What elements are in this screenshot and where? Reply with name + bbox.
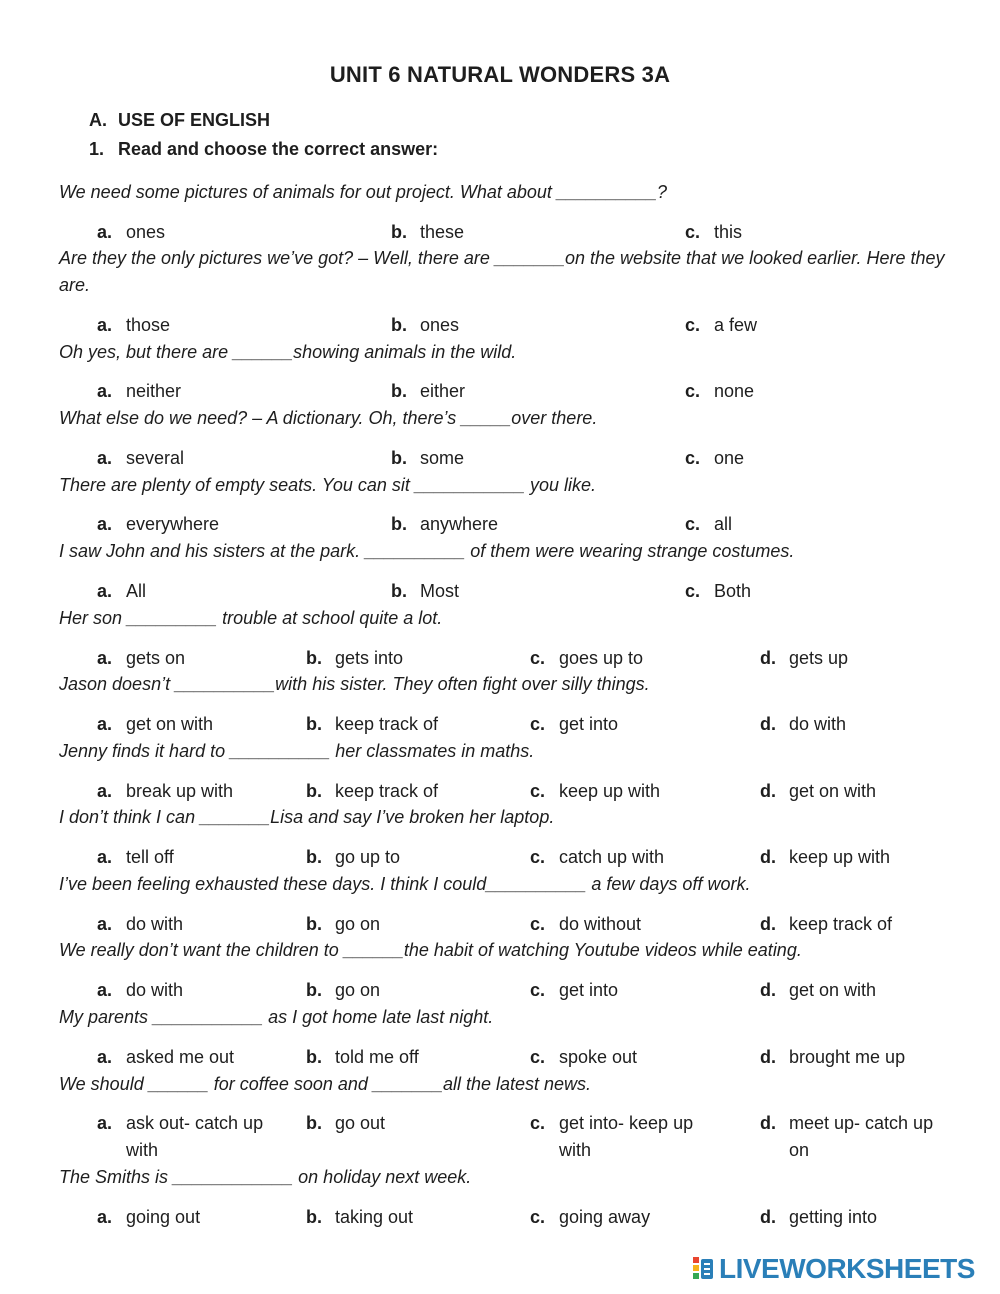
answer-option[interactable] — [530, 1044, 750, 1071]
option-text: keep up with — [789, 847, 891, 867]
option-letter: b. — [306, 1113, 322, 1133]
option-letter: a. — [97, 1113, 113, 1133]
answer-option[interactable] — [97, 977, 297, 1004]
option-letter: a. — [97, 381, 113, 401]
option-letter: b. — [306, 847, 322, 867]
option-text: none — [714, 381, 755, 401]
answer-option[interactable] — [530, 844, 750, 871]
option-text: keep track of — [335, 781, 439, 801]
option-letter: d. — [760, 714, 776, 734]
option-letter: a. — [97, 914, 113, 934]
option-text: go out — [335, 1113, 386, 1133]
option-text: one — [714, 448, 745, 468]
answer-option[interactable] — [685, 578, 751, 605]
option-text: keep up with — [559, 781, 661, 801]
answer-option[interactable] — [97, 778, 297, 805]
option-text: going out — [126, 1207, 201, 1227]
answer-option[interactable] — [685, 378, 754, 405]
option-letter: a. — [97, 781, 113, 801]
option-text: those — [126, 315, 171, 335]
answer-option[interactable] — [97, 511, 219, 538]
option-letter: b. — [306, 714, 322, 734]
option-text: do with — [789, 714, 847, 734]
answer-option[interactable] — [391, 219, 464, 246]
option-letter: d. — [760, 1113, 776, 1133]
question-text: We really don’t want the children to ______the habit of watching Youtube videos while eating. — [59, 940, 802, 960]
answer-option[interactable] — [97, 1110, 272, 1164]
option-letter: b. — [391, 222, 407, 242]
option-text: get on with — [126, 714, 214, 734]
option-letter: c. — [685, 381, 701, 401]
question-text: I saw John and his sisters at the park. __________ of them were wearing strange costumes. — [59, 541, 795, 561]
section-heading — [89, 110, 270, 131]
option-text: get into — [559, 980, 619, 1000]
option-text: go up to — [335, 847, 401, 867]
option-text: spoke out — [559, 1047, 638, 1067]
option-text: getting into — [789, 1207, 878, 1227]
option-letter: d. — [760, 980, 776, 1000]
question-text: There are plenty of empty seats. You can sit ___________ you like. — [59, 475, 597, 495]
question-text: The Smiths is ____________ on holiday next week. — [59, 1167, 472, 1187]
option-text: several — [126, 448, 185, 468]
option-letter: a. — [97, 514, 113, 534]
task-marker: 1. — [89, 139, 105, 159]
answer-option[interactable] — [685, 312, 757, 339]
option-letter: b. — [391, 315, 407, 335]
option-letter: c. — [685, 315, 701, 335]
option-text: gets on — [126, 648, 186, 668]
answer-option[interactable] — [530, 1204, 750, 1231]
answer-option[interactable] — [306, 1110, 521, 1137]
section-label: USE OF ENGLISH — [118, 110, 271, 130]
question-text: Jason doesn’t __________with his sister. They often fight over silly things. — [59, 674, 650, 694]
option-text: some — [420, 448, 465, 468]
option-text: all — [714, 514, 733, 534]
answer-option[interactable] — [97, 219, 165, 246]
answer-option[interactable] — [760, 1110, 940, 1164]
option-text: All — [126, 581, 147, 601]
answer-option[interactable] — [97, 1044, 297, 1071]
option-text: get into- keep up with — [559, 1113, 694, 1160]
option-text: get on with — [789, 781, 877, 801]
answer-option[interactable] — [97, 378, 181, 405]
answer-option[interactable] — [306, 778, 521, 805]
option-text: keep track of — [335, 714, 439, 734]
option-text: get on with — [789, 980, 877, 1000]
answer-option[interactable] — [760, 645, 960, 672]
question-text: Oh yes, but there are ______showing animals in the wild. — [59, 342, 517, 362]
option-text: break up with — [126, 781, 234, 801]
question-text: I don’t think I can _______Lisa and say I’ve broken her laptop. — [59, 807, 555, 827]
question-text: We should ______ for coffee soon and _______all the latest news. — [59, 1074, 592, 1094]
option-letter: a. — [97, 1047, 113, 1067]
option-letter: c. — [530, 714, 546, 734]
option-letter: c. — [530, 781, 546, 801]
option-letter: b. — [306, 1047, 322, 1067]
liveworksheets-logo[interactable] — [693, 1252, 975, 1286]
option-text: told me off — [335, 1047, 419, 1067]
answer-option[interactable] — [97, 312, 170, 339]
option-text: asked me out — [126, 1047, 235, 1067]
option-text: ones — [126, 222, 166, 242]
option-letter: b. — [306, 648, 322, 668]
option-letter: c. — [685, 581, 701, 601]
answer-option[interactable] — [306, 645, 521, 672]
option-text: catch up with — [559, 847, 665, 867]
option-letter: b. — [391, 381, 407, 401]
answer-option[interactable] — [760, 844, 960, 871]
option-letter: a. — [97, 581, 113, 601]
option-text: taking out — [335, 1207, 414, 1227]
option-letter: b. — [306, 914, 322, 934]
answer-option[interactable] — [306, 711, 521, 738]
option-letter: c. — [685, 514, 701, 534]
option-letter: a. — [97, 1207, 113, 1227]
option-letter: d. — [760, 1207, 776, 1227]
option-letter: b. — [306, 1207, 322, 1227]
option-text: do with — [126, 980, 184, 1000]
option-letter: b. — [391, 514, 407, 534]
option-text: get into — [559, 714, 619, 734]
option-letter: c. — [530, 980, 546, 1000]
option-text: everywhere — [126, 514, 220, 534]
answer-option[interactable] — [306, 911, 521, 938]
answer-option[interactable] — [391, 312, 459, 339]
liveworksheets-wordmark: LIVEWORKSHEETS — [719, 1253, 975, 1284]
answer-option[interactable] — [530, 911, 750, 938]
option-text: this — [714, 222, 743, 242]
answer-option[interactable] — [760, 1204, 960, 1231]
answer-option[interactable] — [530, 1110, 730, 1164]
question-text: Are they the only pictures we’ve got? – Well, there are _______on the website that we looked earlier. Here they are. — [59, 248, 945, 295]
option-letter: c. — [685, 222, 701, 242]
option-text: gets into — [335, 648, 404, 668]
option-text: go on — [335, 914, 381, 934]
question-text: We need some pictures of animals for out project. What about __________? — [59, 182, 668, 202]
option-text: going away — [559, 1207, 651, 1227]
question-text: What else do we need? – A dictionary. Oh, there’s _____over there. — [59, 408, 598, 428]
answer-option[interactable] — [760, 911, 960, 938]
option-letter: c. — [530, 1047, 546, 1067]
liveworksheets-logo-icon — [693, 1255, 715, 1283]
section-marker: A. — [89, 110, 107, 130]
answer-option[interactable] — [306, 844, 521, 871]
question-text: My parents ___________ as I got home late last night. — [59, 1007, 494, 1027]
option-text: ones — [420, 315, 460, 335]
answer-option[interactable] — [530, 711, 750, 738]
answer-option[interactable] — [391, 578, 459, 605]
answer-option[interactable] — [760, 778, 960, 805]
option-letter: d. — [760, 847, 776, 867]
answer-option[interactable] — [306, 977, 521, 1004]
answer-option[interactable] — [97, 911, 297, 938]
task-label: Read and choose the correct answer: — [118, 139, 439, 159]
page-title: UNIT 6 NATURAL WONDERS 3A — [329, 62, 671, 87]
option-text: either — [420, 381, 466, 401]
task-instruction — [89, 139, 438, 160]
answer-option[interactable] — [530, 645, 750, 672]
option-letter: b. — [391, 448, 407, 468]
answer-option[interactable] — [391, 378, 465, 405]
option-letter: c. — [530, 1113, 546, 1133]
answer-option[interactable] — [685, 219, 742, 246]
option-letter: c. — [685, 448, 701, 468]
option-letter: a. — [97, 315, 113, 335]
option-letter: c. — [530, 648, 546, 668]
option-letter: a. — [97, 847, 113, 867]
answer-option[interactable] — [530, 778, 750, 805]
option-letter: a. — [97, 448, 113, 468]
option-text: anywhere — [420, 514, 499, 534]
answer-option[interactable] — [391, 511, 498, 538]
option-letter: c. — [530, 1207, 546, 1227]
option-text: gets up — [789, 648, 849, 668]
option-letter: a. — [97, 222, 113, 242]
option-text: ask out- catch up with — [126, 1113, 264, 1160]
question-text: Her son _________ trouble at school quite a lot. — [59, 608, 443, 628]
answer-option[interactable] — [760, 1044, 960, 1071]
answer-option[interactable] — [530, 977, 750, 1004]
answer-option[interactable] — [391, 445, 464, 472]
option-letter: b. — [306, 980, 322, 1000]
answer-option[interactable] — [306, 1204, 521, 1231]
answer-option[interactable] — [760, 711, 960, 738]
answer-option[interactable] — [97, 711, 297, 738]
option-letter: d. — [760, 781, 776, 801]
answer-option[interactable] — [97, 844, 297, 871]
option-text: neither — [126, 381, 182, 401]
option-text: Most — [420, 581, 460, 601]
option-text: a few — [714, 315, 758, 335]
option-letter: a. — [97, 980, 113, 1000]
option-text: tell off — [126, 847, 174, 867]
option-letter: b. — [391, 581, 407, 601]
option-letter: d. — [760, 1047, 776, 1067]
option-letter: c. — [530, 847, 546, 867]
answer-option[interactable] — [97, 645, 297, 672]
option-letter: b. — [306, 781, 322, 801]
option-letter: c. — [530, 914, 546, 934]
option-letter: d. — [760, 914, 776, 934]
option-text: do without — [559, 914, 642, 934]
option-text: brought me up — [789, 1047, 906, 1067]
option-text: goes up to — [559, 648, 644, 668]
option-text: meet up- catch up on — [789, 1113, 934, 1160]
option-text: Both — [714, 581, 752, 601]
question-text: I’ve been feeling exhausted these days. I think I could__________ a few days off work. — [59, 874, 751, 894]
option-text: these — [420, 222, 465, 242]
answer-option[interactable] — [685, 445, 744, 472]
option-letter: d. — [760, 648, 776, 668]
answer-option[interactable] — [97, 445, 184, 472]
option-text: keep track of — [789, 914, 893, 934]
answer-option[interactable] — [97, 578, 146, 605]
option-letter: a. — [97, 714, 113, 734]
question-text: Jenny finds it hard to __________ her classmates in maths. — [59, 741, 535, 761]
option-letter: a. — [97, 648, 113, 668]
answer-option[interactable] — [97, 1204, 297, 1231]
answer-option[interactable] — [685, 511, 732, 538]
option-text: do with — [126, 914, 184, 934]
option-text: go on — [335, 980, 381, 1000]
answer-option[interactable] — [306, 1044, 521, 1071]
answer-option[interactable] — [760, 977, 960, 1004]
